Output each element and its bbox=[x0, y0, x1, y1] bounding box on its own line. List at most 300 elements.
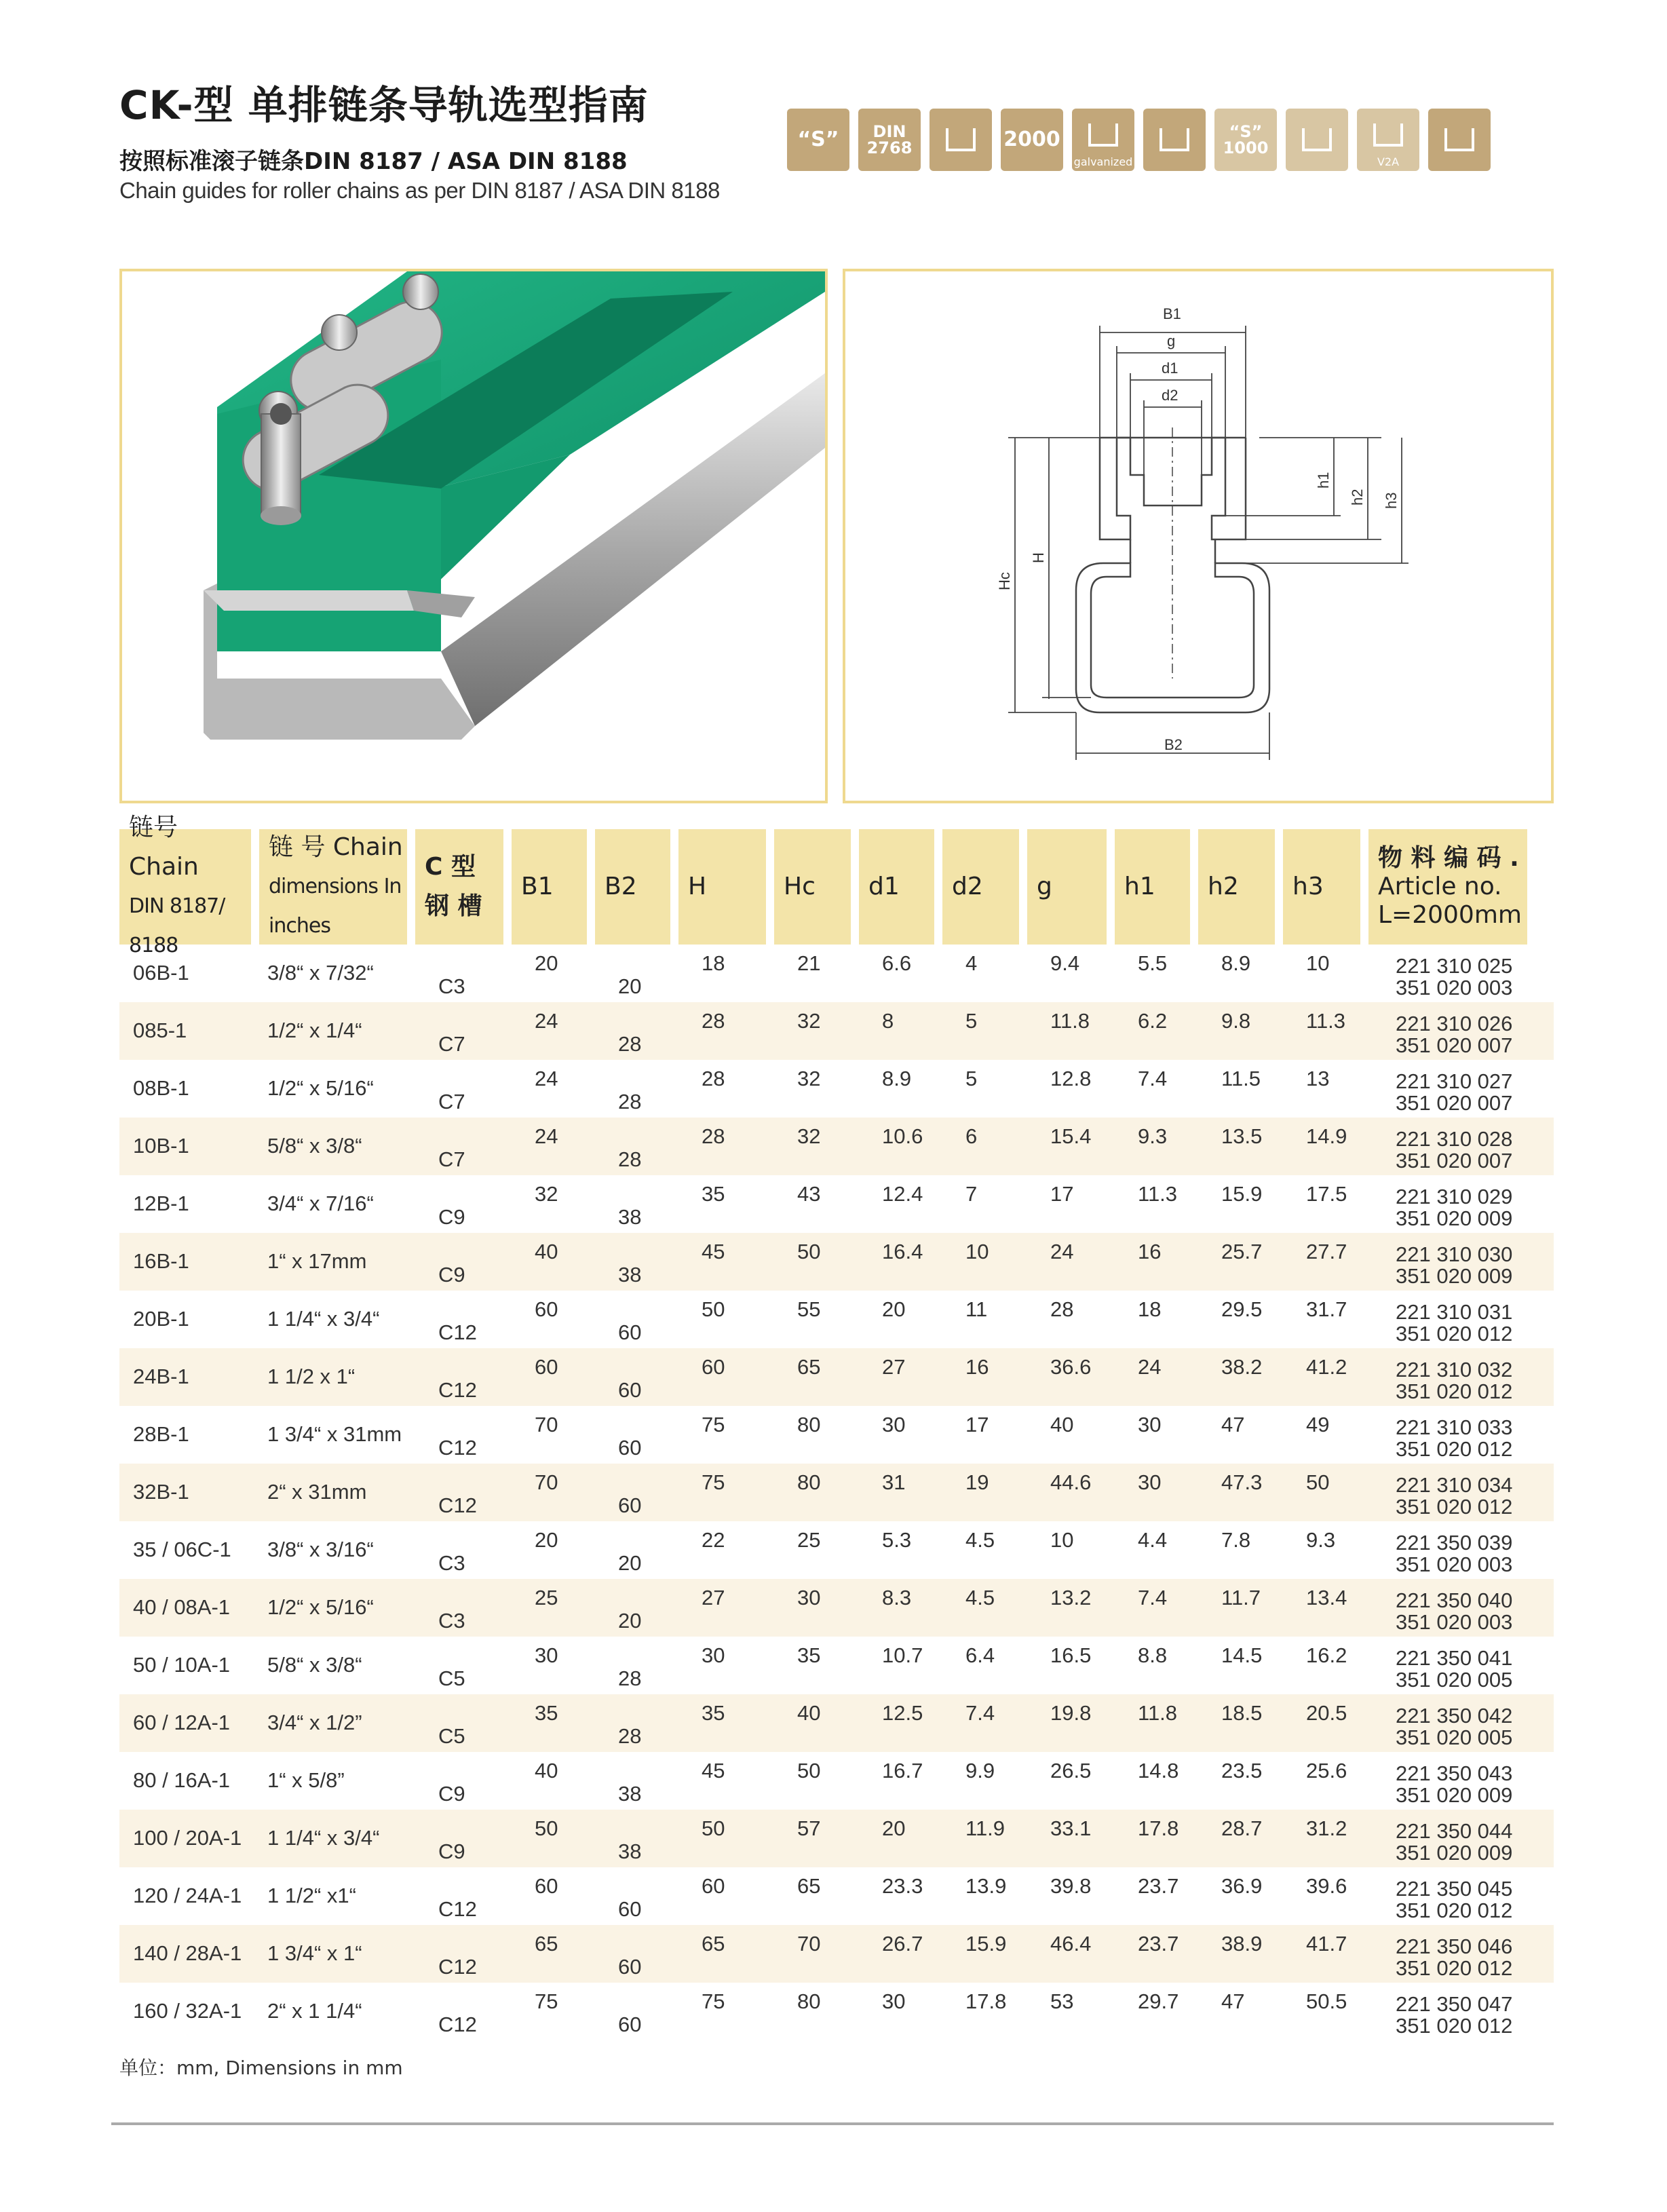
cell-h bbox=[678, 1983, 766, 2040]
cell-d2 bbox=[942, 1694, 1019, 1752]
header-cell bbox=[415, 829, 503, 945]
cell-art bbox=[1368, 945, 1527, 1002]
value-hc: 21 bbox=[797, 951, 821, 975]
table-row bbox=[119, 1060, 1554, 1118]
cell-g bbox=[1027, 1867, 1107, 1925]
cell-b1 bbox=[512, 1233, 587, 1291]
cell-h3 bbox=[1283, 1406, 1360, 1464]
table-row bbox=[119, 1983, 1554, 2040]
cell-g bbox=[1027, 1175, 1107, 1233]
value-b1: 32 bbox=[535, 1182, 558, 1206]
value-d2: 4.5 bbox=[965, 1586, 995, 1609]
value-b2: 28 bbox=[618, 1147, 642, 1171]
value-h3: 31.7 bbox=[1306, 1297, 1347, 1321]
cell-inch bbox=[259, 1694, 407, 1752]
cell-h1 bbox=[1115, 1118, 1190, 1175]
value-h: 18 bbox=[702, 951, 725, 975]
value-g: 46.4 bbox=[1050, 1932, 1092, 1956]
value-d2: 11 bbox=[965, 1297, 988, 1321]
cell-inch bbox=[259, 1637, 407, 1694]
value-b1: 30 bbox=[535, 1643, 558, 1667]
value-inch: 1 1/4“ x 3/4“ bbox=[267, 1826, 380, 1850]
cell-h2 bbox=[1198, 1521, 1275, 1579]
cell-hc bbox=[774, 1579, 851, 1637]
cell-b2 bbox=[595, 1579, 670, 1637]
value-b1: 65 bbox=[535, 1932, 558, 1956]
value-h3: 10 bbox=[1306, 951, 1330, 975]
value-g: 19.8 bbox=[1050, 1701, 1092, 1725]
value-inch: 1 3/4“ x 31mm bbox=[267, 1422, 402, 1446]
article-number: 351 020 007 bbox=[1396, 1149, 1513, 1172]
cell-c bbox=[415, 1521, 503, 1579]
value-c: C12 bbox=[438, 1493, 477, 1517]
cell-h3 bbox=[1283, 1521, 1360, 1579]
value-d2: 17 bbox=[965, 1413, 989, 1436]
value-d1: 8 bbox=[882, 1009, 894, 1033]
value-d2: 15.9 bbox=[965, 1932, 1007, 1956]
label-h3: h3 bbox=[1383, 492, 1400, 509]
cell-b1 bbox=[512, 1348, 587, 1406]
value-b2: 60 bbox=[618, 1955, 642, 1979]
value-c: C9 bbox=[438, 1839, 465, 1863]
cell-g bbox=[1027, 1348, 1107, 1406]
cell-h1 bbox=[1115, 1291, 1190, 1348]
cell-hc bbox=[774, 1637, 851, 1694]
value-c: C9 bbox=[438, 1205, 465, 1229]
value-g: 15.4 bbox=[1050, 1124, 1092, 1148]
value-d1: 16.4 bbox=[882, 1240, 923, 1263]
value-b2: 38 bbox=[618, 1839, 642, 1863]
value-g: 11.8 bbox=[1050, 1009, 1090, 1033]
cell-h2 bbox=[1198, 945, 1275, 1002]
value-d1: 10.7 bbox=[882, 1643, 923, 1667]
value-b1: 40 bbox=[535, 1240, 558, 1263]
cell-inch bbox=[259, 1579, 407, 1637]
cell-h1 bbox=[1115, 1752, 1190, 1810]
table-row bbox=[119, 1925, 1554, 1983]
value-hc: 65 bbox=[797, 1874, 821, 1898]
cell-g bbox=[1027, 1233, 1107, 1291]
value-hc: 50 bbox=[797, 1759, 821, 1782]
profile-icon bbox=[946, 128, 976, 151]
value-b2: 28 bbox=[618, 1724, 642, 1748]
article-number: 351 020 009 bbox=[1396, 1841, 1513, 1865]
value-c: C3 bbox=[438, 1551, 465, 1575]
cell-chain bbox=[119, 1521, 251, 1579]
value-c: C7 bbox=[438, 1147, 465, 1171]
table-row bbox=[119, 1752, 1554, 1810]
value-h: 28 bbox=[702, 1067, 725, 1090]
chain-guide-illustration bbox=[122, 271, 825, 801]
cell-h3 bbox=[1283, 1694, 1360, 1752]
value-hc: 40 bbox=[797, 1701, 821, 1725]
cell-h bbox=[678, 1752, 766, 1810]
value-h1: 17.8 bbox=[1138, 1816, 1179, 1840]
value-chain: 140 / 28A-1 bbox=[133, 1941, 242, 1965]
value-inch: 1 3/4“ x 1“ bbox=[267, 1941, 362, 1965]
value-d1: 30 bbox=[882, 1413, 906, 1436]
cell-c bbox=[415, 1348, 503, 1406]
header-cell bbox=[119, 814, 251, 957]
cell-c bbox=[415, 1002, 503, 1060]
cell-d2 bbox=[942, 1291, 1019, 1348]
cell-b2 bbox=[595, 1521, 670, 1579]
cell-h2 bbox=[1198, 1175, 1275, 1233]
cell-inch bbox=[259, 945, 407, 1002]
value-h1: 7.4 bbox=[1138, 1067, 1168, 1090]
cell-h bbox=[678, 1233, 766, 1291]
cell-h3 bbox=[1283, 1233, 1360, 1291]
mount-icon bbox=[1160, 128, 1189, 151]
value-c: C3 bbox=[438, 974, 465, 998]
value-c: C9 bbox=[438, 1782, 465, 1806]
value-c: C12 bbox=[438, 1320, 477, 1344]
cell-b1 bbox=[512, 1983, 587, 2040]
value-hc: 30 bbox=[797, 1586, 821, 1609]
value-h3: 41.7 bbox=[1306, 1932, 1347, 1956]
value-hc: 55 bbox=[797, 1297, 821, 1321]
value-h: 60 bbox=[702, 1355, 725, 1379]
value-h: 60 bbox=[702, 1874, 725, 1898]
bottom-rule bbox=[111, 2122, 1554, 2125]
article-number: 221 350 043 bbox=[1396, 1761, 1513, 1785]
table-row bbox=[119, 1810, 1554, 1867]
table-row bbox=[119, 1464, 1554, 1521]
value-h2: 38.2 bbox=[1221, 1355, 1263, 1379]
header-line1: Hc bbox=[784, 873, 816, 900]
cell-h1 bbox=[1115, 1694, 1190, 1752]
header-cell bbox=[1027, 829, 1107, 945]
cell-h bbox=[678, 1637, 766, 1694]
header-line1: h1 bbox=[1124, 873, 1155, 900]
cell-hc bbox=[774, 1060, 851, 1118]
article-number: 351 020 012 bbox=[1396, 1322, 1513, 1346]
value-inch: 2“ x 1 1/4“ bbox=[267, 1999, 362, 2023]
value-g: 36.6 bbox=[1050, 1355, 1092, 1379]
product-photo bbox=[119, 269, 828, 803]
cell-d2 bbox=[942, 1810, 1019, 1867]
cell-hc bbox=[774, 945, 851, 1002]
cell-h1 bbox=[1115, 1464, 1190, 1521]
cell-hc bbox=[774, 1233, 851, 1291]
cell-inch bbox=[259, 1810, 407, 1867]
value-b2: 60 bbox=[618, 1378, 642, 1402]
bar-badge bbox=[1286, 109, 1348, 171]
article-number: 351 020 012 bbox=[1396, 1495, 1513, 1519]
cell-d1 bbox=[859, 1118, 934, 1175]
cell-h3 bbox=[1283, 1637, 1360, 1694]
label-h: H bbox=[1030, 552, 1047, 563]
clip-icon bbox=[1444, 128, 1474, 151]
article-number: 221 350 041 bbox=[1396, 1646, 1513, 1670]
value-b1: 20 bbox=[535, 1528, 558, 1552]
value-inch: 2“ x 31mm bbox=[267, 1480, 367, 1504]
cell-art bbox=[1368, 1752, 1527, 1810]
cell-h3 bbox=[1283, 1175, 1360, 1233]
value-h2: 38.9 bbox=[1221, 1932, 1263, 1956]
value-h: 45 bbox=[702, 1240, 725, 1263]
table-row bbox=[119, 1521, 1554, 1579]
value-inch: 3/8“ x 7/32“ bbox=[267, 961, 374, 985]
value-b1: 24 bbox=[535, 1124, 558, 1148]
cell-inch bbox=[259, 1118, 407, 1175]
cell-g bbox=[1027, 1002, 1107, 1060]
value-h1: 14.8 bbox=[1138, 1759, 1179, 1782]
cell-h bbox=[678, 1002, 766, 1060]
cell-d2 bbox=[942, 1348, 1019, 1406]
value-b1: 70 bbox=[535, 1470, 558, 1494]
cell-chain bbox=[119, 1810, 251, 1867]
value-inch: 1“ x 17mm bbox=[267, 1249, 367, 1273]
table-row bbox=[119, 1175, 1554, 1233]
value-hc: 32 bbox=[797, 1009, 821, 1033]
article-number: 221 310 034 bbox=[1396, 1473, 1513, 1497]
label-hc: Hc bbox=[996, 572, 1013, 590]
badge-line1: DIN bbox=[873, 122, 906, 141]
cell-h3 bbox=[1283, 1983, 1360, 2040]
cell-g bbox=[1027, 1925, 1107, 1983]
cell-art bbox=[1368, 1233, 1527, 1291]
value-d1: 10.6 bbox=[882, 1124, 923, 1148]
cell-h bbox=[678, 1406, 766, 1464]
value-hc: 80 bbox=[797, 1989, 821, 2013]
value-b2: 60 bbox=[618, 1320, 642, 1344]
article-number: 351 020 012 bbox=[1396, 1899, 1513, 1922]
cell-chain bbox=[119, 1579, 251, 1637]
cell-g bbox=[1027, 1060, 1107, 1118]
value-h1: 7.4 bbox=[1138, 1586, 1168, 1609]
value-chain: 160 / 32A-1 bbox=[133, 1999, 242, 2023]
cell-g bbox=[1027, 1579, 1107, 1637]
value-d1: 8.3 bbox=[882, 1586, 912, 1609]
value-hc: 43 bbox=[797, 1182, 821, 1206]
value-d1: 20 bbox=[882, 1816, 906, 1840]
table-row bbox=[119, 1291, 1554, 1348]
cell-h2 bbox=[1198, 1406, 1275, 1464]
clip-badge bbox=[1428, 109, 1491, 171]
value-inch: 1 1/2 x 1“ bbox=[267, 1365, 356, 1388]
cell-c bbox=[415, 1175, 503, 1233]
value-h3: 49 bbox=[1306, 1413, 1330, 1436]
value-inch: 1“ x 5/8” bbox=[267, 1768, 345, 1792]
article-number: 351 020 003 bbox=[1396, 976, 1513, 999]
cell-b1 bbox=[512, 945, 587, 1002]
value-h3: 16.2 bbox=[1306, 1643, 1347, 1667]
table-row bbox=[119, 1867, 1554, 1925]
value-c: C7 bbox=[438, 1032, 465, 1056]
value-g: 24 bbox=[1050, 1240, 1074, 1263]
value-d1: 31 bbox=[882, 1470, 906, 1494]
header-cell bbox=[1115, 829, 1190, 945]
cell-art bbox=[1368, 1464, 1527, 1521]
cell-chain bbox=[119, 1752, 251, 1810]
badge-small-text: galvanized bbox=[1073, 155, 1133, 168]
badge-line1: “S” bbox=[1229, 122, 1263, 141]
cell-inch bbox=[259, 1752, 407, 1810]
cell-b1 bbox=[512, 1579, 587, 1637]
cell-b2 bbox=[595, 1867, 670, 1925]
s1000-badge bbox=[1214, 109, 1277, 171]
value-c: C12 bbox=[438, 1955, 477, 1979]
cell-d1 bbox=[859, 1579, 934, 1637]
article-number: 221 310 027 bbox=[1396, 1069, 1513, 1093]
profile-badge bbox=[930, 109, 992, 171]
value-b1: 60 bbox=[535, 1874, 558, 1898]
article-number: 221 310 029 bbox=[1396, 1185, 1513, 1208]
cell-hc bbox=[774, 1694, 851, 1752]
cell-b2 bbox=[595, 1810, 670, 1867]
value-g: 9.4 bbox=[1050, 951, 1080, 975]
cell-h bbox=[678, 1579, 766, 1637]
cell-art bbox=[1368, 1060, 1527, 1118]
cell-d1 bbox=[859, 1002, 934, 1060]
value-c: C9 bbox=[438, 1263, 465, 1286]
cell-b1 bbox=[512, 1060, 587, 1118]
spec-table bbox=[119, 814, 1554, 2040]
din-badge bbox=[858, 109, 921, 171]
value-g: 17 bbox=[1050, 1182, 1074, 1206]
article-number: 351 020 005 bbox=[1396, 1668, 1513, 1692]
v2a-badge bbox=[1357, 109, 1419, 171]
cell-h bbox=[678, 1291, 766, 1348]
header-line1: B1 bbox=[521, 873, 554, 900]
value-b1: 20 bbox=[535, 951, 558, 975]
value-h: 75 bbox=[702, 1470, 725, 1494]
cell-b2 bbox=[595, 1983, 670, 2040]
cell-art bbox=[1368, 1983, 1527, 2040]
cell-d2 bbox=[942, 945, 1019, 1002]
cell-d2 bbox=[942, 1579, 1019, 1637]
value-chain: 16B-1 bbox=[133, 1249, 189, 1273]
cell-h bbox=[678, 1060, 766, 1118]
cell-hc bbox=[774, 1406, 851, 1464]
value-b1: 24 bbox=[535, 1067, 558, 1090]
value-hc: 80 bbox=[797, 1413, 821, 1436]
value-g: 13.2 bbox=[1050, 1586, 1092, 1609]
cell-d2 bbox=[942, 1521, 1019, 1579]
header-line1: g bbox=[1037, 873, 1052, 900]
cell-h bbox=[678, 1867, 766, 1925]
cell-art bbox=[1368, 1002, 1527, 1060]
label-d2: d2 bbox=[1162, 387, 1179, 404]
article-number: 221 350 040 bbox=[1396, 1588, 1513, 1612]
value-h1: 18 bbox=[1138, 1297, 1162, 1321]
value-h2: 23.5 bbox=[1221, 1759, 1263, 1782]
value-inch: 3/4“ x 7/16“ bbox=[267, 1191, 374, 1215]
cell-h1 bbox=[1115, 1060, 1190, 1118]
header-line3: L=2000mm bbox=[1378, 901, 1522, 929]
cell-h2 bbox=[1198, 1694, 1275, 1752]
cell-inch bbox=[259, 1521, 407, 1579]
cell-art bbox=[1368, 1521, 1527, 1579]
value-b2: 60 bbox=[618, 1897, 642, 1921]
galvanized-badge bbox=[1072, 109, 1134, 171]
value-d1: 6.6 bbox=[882, 951, 912, 975]
cell-h2 bbox=[1198, 1002, 1275, 1060]
cell-d2 bbox=[942, 1233, 1019, 1291]
value-h3: 31.2 bbox=[1306, 1816, 1347, 1840]
value-b1: 25 bbox=[535, 1586, 558, 1609]
value-chain: 60 / 12A-1 bbox=[133, 1711, 231, 1734]
cell-d2 bbox=[942, 1867, 1019, 1925]
value-g: 40 bbox=[1050, 1413, 1074, 1436]
value-d1: 27 bbox=[882, 1355, 906, 1379]
value-b1: 60 bbox=[535, 1297, 558, 1321]
value-chain: 35 / 06C-1 bbox=[133, 1538, 231, 1561]
value-g: 26.5 bbox=[1050, 1759, 1092, 1782]
value-chain: 06B-1 bbox=[133, 961, 189, 985]
value-h2: 9.8 bbox=[1221, 1009, 1251, 1033]
cell-c bbox=[415, 1925, 503, 1983]
value-h3: 13.4 bbox=[1306, 1586, 1347, 1609]
value-h2: 36.9 bbox=[1221, 1874, 1263, 1898]
value-c: C12 bbox=[438, 2013, 477, 2036]
cell-inch bbox=[259, 1060, 407, 1118]
value-b2: 28 bbox=[618, 1666, 642, 1690]
cell-h1 bbox=[1115, 945, 1190, 1002]
cell-b1 bbox=[512, 1810, 587, 1867]
cross-section-svg bbox=[845, 271, 1551, 801]
cell-c bbox=[415, 1694, 503, 1752]
article-number: 351 020 003 bbox=[1396, 1610, 1513, 1634]
article-number: 221 310 033 bbox=[1396, 1415, 1513, 1439]
label-g: g bbox=[1167, 332, 1176, 349]
cell-art bbox=[1368, 1694, 1527, 1752]
cell-d1 bbox=[859, 1291, 934, 1348]
value-chain: 085-1 bbox=[133, 1018, 187, 1042]
cell-d1 bbox=[859, 1406, 934, 1464]
cell-b2 bbox=[595, 1637, 670, 1694]
value-chain: 40 / 08A-1 bbox=[133, 1595, 231, 1619]
value-d2: 6 bbox=[965, 1124, 978, 1148]
value-chain: 12B-1 bbox=[133, 1191, 189, 1215]
value-inch: 3/4“ x 1/2” bbox=[267, 1711, 362, 1734]
cell-b2 bbox=[595, 1291, 670, 1348]
cell-art bbox=[1368, 1925, 1527, 1983]
cell-hc bbox=[774, 1464, 851, 1521]
cell-inch bbox=[259, 1925, 407, 1983]
cell-inch bbox=[259, 1291, 407, 1348]
article-number: 221 310 032 bbox=[1396, 1358, 1513, 1381]
cell-g bbox=[1027, 1291, 1107, 1348]
cell-b2 bbox=[595, 1118, 670, 1175]
cell-hc bbox=[774, 1175, 851, 1233]
value-d2: 7.4 bbox=[965, 1701, 995, 1725]
subtitle-english: Chain guides for roller chains as per DIN 8187 / ASA DIN 8188 bbox=[119, 178, 720, 203]
cell-h2 bbox=[1198, 1925, 1275, 1983]
cell-h2 bbox=[1198, 1579, 1275, 1637]
value-g: 16.5 bbox=[1050, 1643, 1092, 1667]
cell-g bbox=[1027, 1752, 1107, 1810]
length-badge bbox=[1001, 109, 1063, 171]
header-cell bbox=[1198, 829, 1275, 945]
value-h2: 8.9 bbox=[1221, 951, 1251, 975]
cell-c bbox=[415, 945, 503, 1002]
cell-g bbox=[1027, 1694, 1107, 1752]
header-cell bbox=[774, 829, 851, 945]
cell-h3 bbox=[1283, 1810, 1360, 1867]
table-row bbox=[119, 1002, 1554, 1060]
value-b1: 60 bbox=[535, 1355, 558, 1379]
cell-c bbox=[415, 1579, 503, 1637]
cell-hc bbox=[774, 1118, 851, 1175]
value-d1: 30 bbox=[882, 1989, 906, 2013]
value-c: C5 bbox=[438, 1724, 465, 1748]
cell-inch bbox=[259, 1002, 407, 1060]
value-inch: 1/2“ x 5/16“ bbox=[267, 1595, 374, 1619]
cell-g bbox=[1027, 945, 1107, 1002]
value-h1: 29.7 bbox=[1138, 1989, 1179, 2013]
